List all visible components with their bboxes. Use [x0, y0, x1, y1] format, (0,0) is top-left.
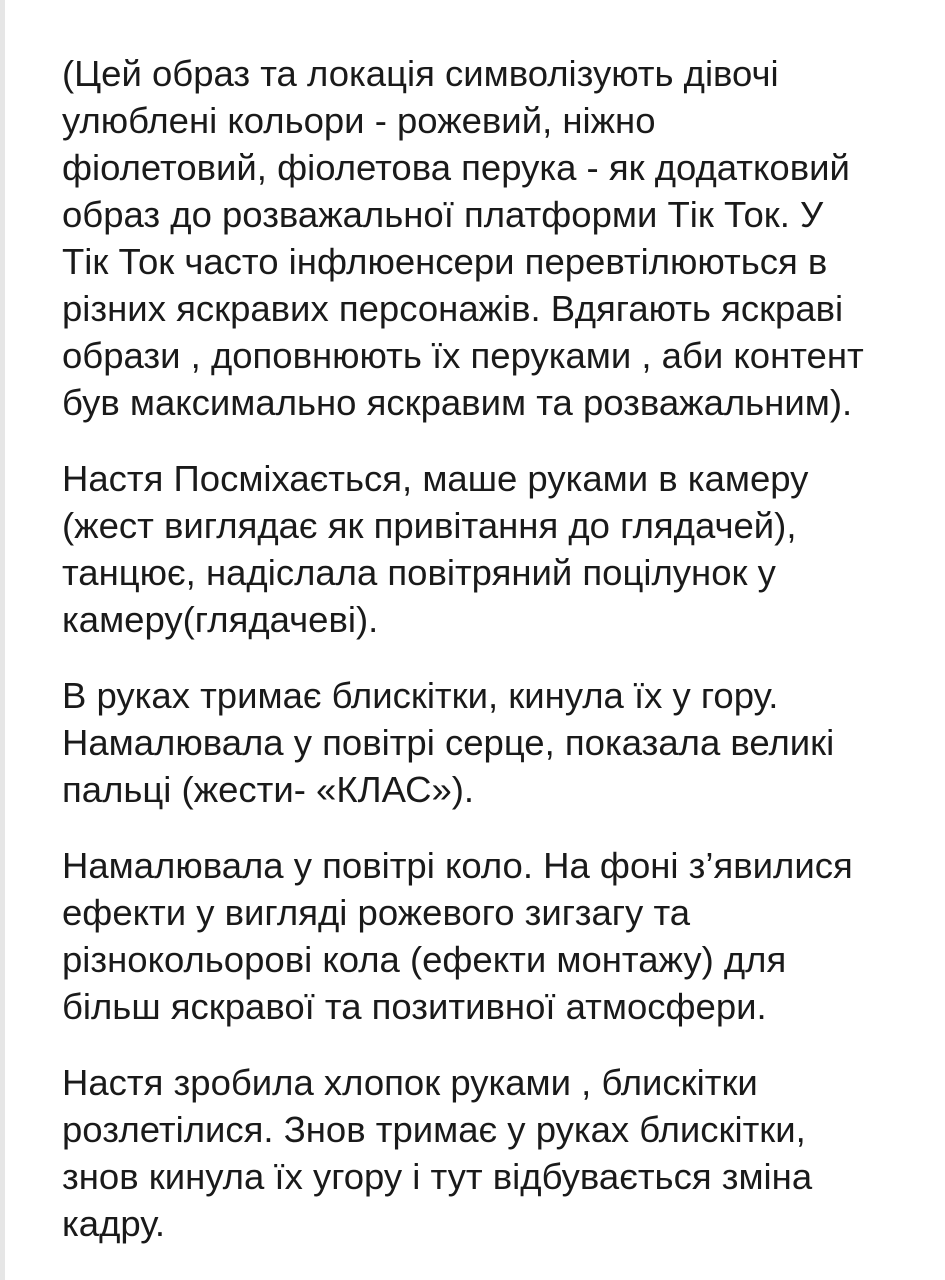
text-line: Настя Посміхається, маше руками в камеру — [62, 458, 809, 499]
text-line: (Цей образ та локація символізують дівочі — [62, 53, 779, 94]
text-line: образи , доповнюють їх перуками , аби контент — [62, 335, 864, 376]
text-line: різнокольорові кола (ефекти монтажу) для — [62, 939, 787, 980]
text-line: Намалювала у повітрі серце, показала великі — [62, 722, 835, 763]
text-line: ефекти у вигляді рожевого зигзагу та — [62, 892, 691, 933]
text-line: знов кинула їх угору і тут відбувається зміна — [62, 1156, 813, 1197]
text-line: кадру. — [62, 1203, 165, 1244]
text-line: Намалювала у повітрі коло. На фоні з’явилися — [62, 845, 853, 886]
text-line: пальці (жести- «КЛАС»). — [62, 769, 475, 810]
text-line: танцює, надіслала повітряний поцілунок у — [62, 552, 776, 593]
left-edge-border — [0, 0, 5, 1280]
text-line: фіолетовий, фіолетова перука - як додатковий — [62, 147, 850, 188]
text-line: Настя зробила хлопок руками , блискітки — [62, 1062, 758, 1103]
text-line: (жест виглядає як привітання до глядачей), — [62, 505, 797, 546]
paragraph-4 — [62, 842, 932, 1030]
text-line: розлетілися. Знов тримає у руках блискітки, — [62, 1109, 806, 1150]
paragraph-1 — [62, 50, 932, 426]
paragraph-5 — [62, 1059, 932, 1247]
text-line: різних яскравих персонажів. Вдягають яскраві — [62, 288, 844, 329]
text-line: В руках тримає блискітки, кинула їх у гору. — [62, 675, 779, 716]
text-line: камеру(глядачеві). — [62, 599, 379, 640]
text-line: улюблені кольори - рожевий, ніжно — [62, 100, 656, 141]
text-line: образ до розважальної платформи Тік Ток. У — [62, 194, 824, 235]
text-line: більш яскравої та позитивної атмосфери. — [62, 986, 767, 1027]
paragraph-3 — [62, 672, 932, 813]
text-line: Тік Ток часто інфлюенсери перевтілюються в — [62, 241, 828, 282]
text-line: був максимально яскравим та розважальним). — [62, 382, 853, 423]
paragraph-2 — [62, 455, 932, 643]
document-body — [62, 50, 932, 1276]
